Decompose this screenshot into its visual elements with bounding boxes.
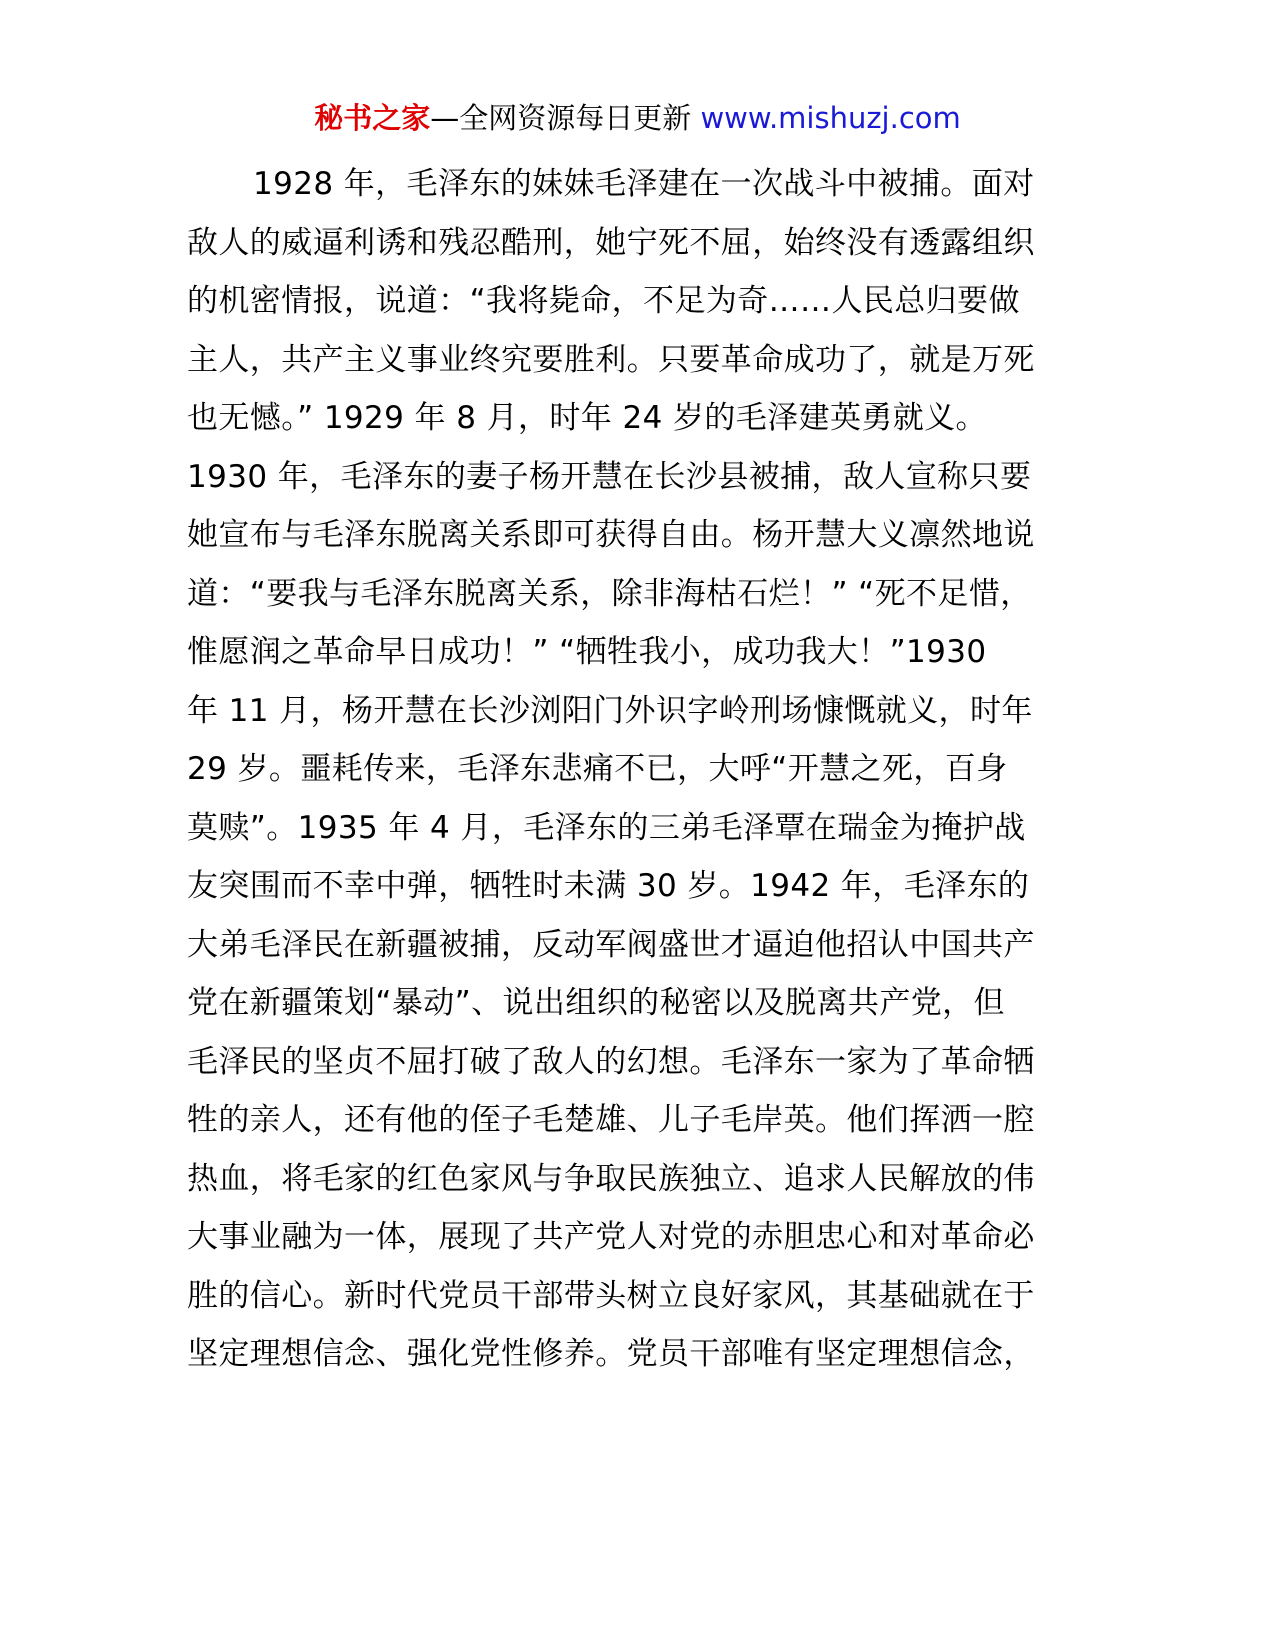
text-line: 莫赎”。1935 年 4 月，毛泽东的三弟毛泽覃在瑞金为掩护战: [187, 809, 1026, 846]
text-line: 惟愿润之革命早日成功！” “牺牲我小，成功我大！”1930: [187, 634, 987, 670]
text-line: 毛泽民的坚贞不屈打破了敌人的幻想。毛泽东一家为了革命牺: [187, 1043, 1035, 1080]
text-line: 1928 年，毛泽东的妹妹毛泽建在一次战斗中被捕。面对: [253, 166, 1035, 202]
text-line: 党在新疆策划“暴动”、说出组织的秘密以及脱离共产党，但: [187, 985, 1005, 1021]
document-body: [187, 155, 1087, 1384]
text-line: 道：“要我与毛泽东脱离关系，除非海枯石烂！” “死不足惜，: [187, 575, 1032, 612]
text-line: 牲的亲人，还有他的侄子毛楚雄、儿子毛岸英。他们挥洒一腔: [187, 1102, 1035, 1138]
text-line: 热血，将毛家的红色家风与争取民族独立、追求人民解放的伟: [187, 1160, 1035, 1197]
text-line: 年 11 月，杨开慧在长沙浏阳门外识字岭刑场慷慨就义，时年: [187, 692, 1033, 729]
text-line: 敌人的威逼利诱和残忍酷刑，她宁死不屈，始终没有透露组织: [187, 224, 1035, 261]
text-line: 也无憾。” 1929 年 8 月，时年 24 岁的毛泽建英勇就义。: [187, 400, 987, 436]
text-line: 大弟毛泽民在新疆被捕，反动军阀盛世才逼迫他招认中国共产: [187, 926, 1035, 963]
text-line: 大事业融为一体，展现了共产党人对党的赤胆忠心和对革命必: [187, 1219, 1035, 1255]
text-line: 胜的信心。新时代党员干部带头树立良好家风，其基础就在于: [187, 1277, 1035, 1314]
text-line: 她宣布与毛泽东脱离关系即可获得自由。杨开慧大义凛然地说: [187, 517, 1035, 553]
text-line: 的机密情报，说道：“我将毙命，不足为奇……人民总归要做: [187, 283, 1020, 319]
page-header: [0, 98, 1275, 138]
text-line: 坚定理想信念、强化党性修养。党员干部唯有坚定理想信念，: [187, 1336, 1035, 1372]
text-line: 29 岁。噩耗传来，毛泽东悲痛不已，大呼“开慧之死，百身: [187, 751, 1008, 787]
text-line: 友突围而不幸中弹，牺牲时未满 30 岁。1942 年，毛泽东的: [187, 868, 1030, 904]
site-url-link[interactable]: www.mishuzj.com: [700, 101, 961, 135]
site-brand: 秘书之家: [314, 101, 431, 135]
text-line: 1930 年，毛泽东的妻子杨开慧在长沙县被捕，敌人宣称只要: [187, 458, 1032, 495]
site-tagline: —全网资源每日更新: [430, 101, 701, 135]
text-line: 主人，共产主义事业终究要胜利。只要革命成功了，就是万死: [187, 341, 1035, 378]
